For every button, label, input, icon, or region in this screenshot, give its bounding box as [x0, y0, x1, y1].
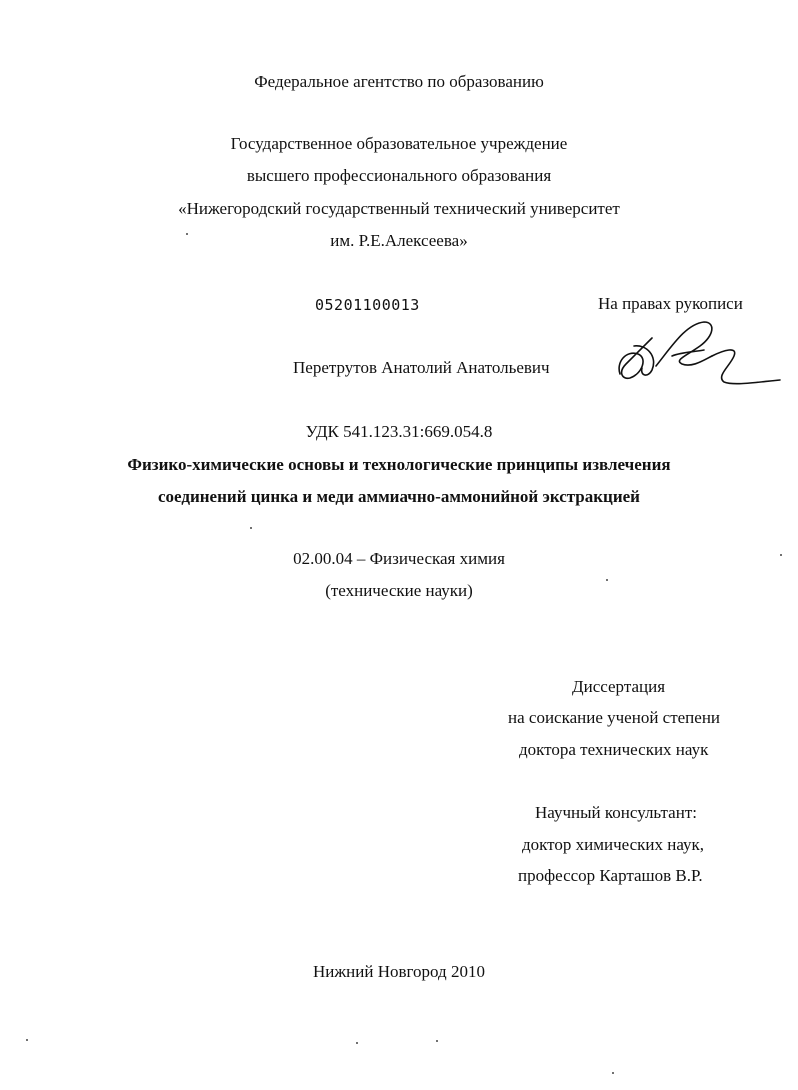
- institution-line-4: им. Р.Е.Алексеева»: [330, 231, 468, 250]
- consultant-label: Научный консультант:: [535, 803, 697, 822]
- city-year: Нижний Новгород 2010: [313, 962, 485, 981]
- institution-line-2: высшего профессионального образования: [246, 166, 552, 185]
- scan-speck: [250, 527, 252, 529]
- author-name: Перетрутов Анатолий Анатольевич: [293, 358, 550, 377]
- scan-speck: [780, 554, 782, 556]
- udc-code: УДК 541.123.31:669.054.8: [305, 422, 493, 441]
- scan-speck: [612, 1072, 614, 1074]
- specialty-code: 02.00.04 – Физическая химия: [293, 549, 505, 568]
- dissertation-label: Диссертация: [572, 677, 666, 696]
- scan-speck: [436, 1040, 438, 1042]
- scan-speck: [186, 233, 188, 235]
- title-line-1: Физико-химические основы и технологические принципы извлечения: [127, 455, 671, 474]
- dissertation-degree-name: доктора технических наук: [519, 740, 709, 759]
- agency-name: Федеральное агентство по образованию: [254, 72, 544, 91]
- scan-speck: [356, 1042, 358, 1044]
- dissertation-degree-line: на соискание ученой степени: [508, 708, 721, 727]
- consultant-degree: доктор химических наук,: [522, 835, 705, 854]
- scan-speck: [26, 1039, 28, 1041]
- title-line-2: соединений цинка и меди аммиачно-аммонийной экстракцией: [158, 487, 640, 506]
- registration-number: 05201100013: [315, 296, 420, 314]
- institution-line-1: Государственное образовательное учреждение: [230, 134, 568, 153]
- consultant-name: профессор Карташов В.Р.: [518, 866, 703, 885]
- scan-speck: [606, 579, 608, 581]
- signature-image: [612, 316, 782, 396]
- specialty-field: (технические науки): [325, 581, 473, 600]
- institution-line-3: «Нижегородский государственный технический университет: [178, 199, 620, 218]
- manuscript-note: На правах рукописи: [598, 294, 743, 313]
